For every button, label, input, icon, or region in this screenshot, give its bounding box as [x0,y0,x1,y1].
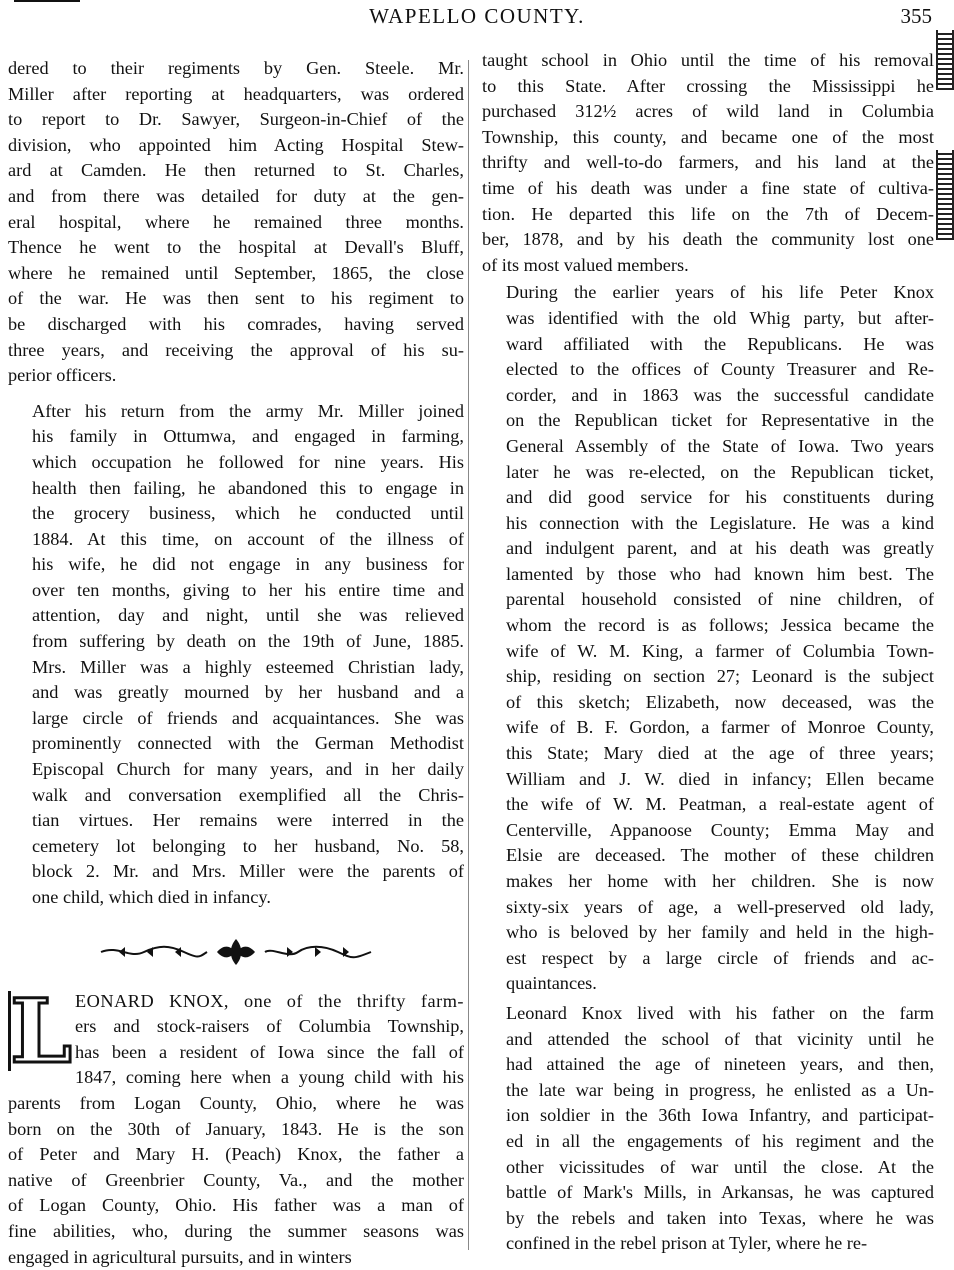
text-line: be discharged with his comrades, having served [8,313,464,334]
text-line: by the rebels and taken into Texas, where he was [506,1207,934,1228]
text-line: Township, this county, and became one of the most [482,126,934,147]
text-line: quaintances. [506,973,597,994]
text-line: ward affiliated with the Republicans. He was [506,333,934,354]
text-line: makes her home with her children. She is now [506,871,934,891]
text-line: William and J. W. died in infancy; Ellen became [506,768,934,789]
text-line: and attended the school of that vicinity until he [506,1028,934,1049]
text-line: his connection with the Legislature. He was a kind [506,512,934,533]
text-line: ber, 1878, and by his death the community lost one [482,229,934,250]
text-line: where he remained until September, 1865, the close [8,262,464,283]
text-line: 1884. At this time, on account of the illness of [32,528,464,549]
text-line: three years, and receiving the approval of his su- [8,339,464,360]
text-line: ard at Camden. He then returned to St. Charles, [8,160,464,181]
text-line: was identified with the old Whig party, but after- [506,307,934,328]
text-line: ed in all the engagements of his regiment and the [506,1130,934,1151]
text-line: who is beloved by her family and held in the high- [506,922,934,943]
text-line: engaged in agricultural pursuits, and in winters [8,1246,352,1267]
text-line: 1847, coming here when a young child with his [75,1067,464,1088]
page-number: 355 [900,4,932,28]
biography-opening [8,978,464,1270]
section-ornament [8,915,464,989]
text-line: the grocery business, which he conducted until [32,503,464,524]
text-line: born on the 30th of January, 1843. He is the son [8,1118,464,1139]
paragraph [482,1001,934,1257]
text-line: fine abilities, who, during the summer seasons was [8,1220,464,1241]
ornament-center-leaf [215,937,257,967]
text-line: to this State. After crossing the Mississippi he [482,75,934,96]
text-line: time of his death was under a fine state of cultiva- [482,177,934,198]
text-line: battle of Mark's Mills, in Arkansas, he was captured [506,1182,934,1203]
text-line: EONARD KNOX, one of the thrifty farm- [75,990,464,1011]
text-line: perior officers. [8,365,117,386]
text-line: and indulgent parent, and at his death was greatly [506,538,934,559]
text-line: ship, residing on section 27; Leonard is the subject [506,666,934,687]
text-line: purchased 312½ acres of wild land in Columbia [482,101,934,122]
text-line: other vicissitudes of war until the close. At the [506,1156,934,1177]
text-line: his family in Ottumwa, and engaged in farming, [32,426,464,447]
text-line: health then failing, he abandoned this to engage in [32,477,464,498]
left-column [8,56,464,1270]
text-line: Centerville, Appanoose County; Emma May and [506,819,934,840]
text-line: tion. He departed this life on the 7th of Decem- [482,203,934,224]
text-line: Elsie are deceased. The mother of these children [506,845,934,866]
header-rule [14,0,80,2]
edge-ornament-middle [936,150,954,240]
text-line: confined in the rebel prison at Tyler, where he re- [506,1233,868,1254]
text-line: prominently connected with the German Methodist [32,733,464,754]
dropcap-letter: L [8,991,71,1071]
text-line: thrifty and well-to-do farmers, and his land at the [482,152,934,173]
paragraph [8,56,464,389]
text-line: and did good service for his constituents during [506,487,934,508]
text-line: and from there was detailed for duty at the gen- [8,185,464,206]
text-line: division, who appointed him Acting Hospital Stew- [8,134,464,155]
text-line: large circle of friends and acquaintances. She was [32,707,464,728]
text-line: eral hospital, where he remained three months. [8,211,464,232]
text-line: Episcopal Church for many years, and in her daily [32,759,464,780]
text-line: tian virtues. Her remains were interred in the [32,810,464,831]
text-line: and was greatly mourned by her husband and a [32,682,464,703]
text-line: the late war being in progress, he enlisted as a Un- [506,1079,934,1100]
running-title: WAPELLO COUNTY. [369,4,585,28]
text-line: parents from Logan County, Ohio, where he was [8,1092,464,1113]
text-line: Mrs. Miller was a highly esteemed Christian lady, [32,656,464,677]
text-line: General Assembly of the State of Iowa. Two years [506,435,934,456]
right-column [482,48,934,1257]
text-line: of this sketch; Elizabeth, now deceased, was the [506,691,934,712]
text-line: est respect by a large circle of friends and ac- [506,947,934,968]
text-line: ers and stock-raisers of Columbia Township, [75,1016,464,1037]
text-line: on the Republican ticket for Representative in the [506,410,934,431]
text-line: which occupation he followed for nine years. His [32,451,464,472]
text-line: taught school in Ohio until the time of his removal [482,50,934,70]
text-line: Leonard Knox lived with his father on the farm [506,1002,934,1023]
text-line: dered to their regiments by Gen. Steele. Mr. [8,58,464,78]
text-line: of Peter and Mary H. (Peach) Knox, the father a [8,1144,464,1165]
paragraph [8,989,464,1270]
text-line: parental household consisted of nine children, of [506,589,934,610]
ornament-left-flourish [99,943,209,961]
text-line: After his return from the army Mr. Miller joined [32,400,464,421]
text-line: this State; Mary died at the age of three years; [506,743,934,764]
text-line: from suffering by death on the 19th of June, 1885. [32,631,464,652]
text-line: of the war. He was then sent to his regiment to [8,288,464,309]
text-line: lamented by those who had known him best. The [506,563,934,584]
column-divider [468,60,469,1250]
edge-ornament-top [936,30,954,90]
text-line: Miller after reporting at headquarters, was ordered [8,83,464,104]
page-header [0,0,954,40]
text-line: wife of B. F. Gordon, a farmer of Monroe County, [506,717,934,738]
text-line: block 2. Mr. and Mrs. Miller were the parents of [32,861,464,882]
paragraph [482,280,934,997]
text-line: over ten months, giving to her his entire time and [32,579,464,600]
text-line: ion soldier in the 36th Iowa Infantry, and participat- [506,1105,934,1126]
paragraph [8,399,464,911]
text-line: of Logan County, Ohio. His father was a man of [8,1195,464,1216]
paragraph [482,48,934,278]
text-line: During the earlier years of his life Peter Knox [506,282,934,303]
text-line: had attained the age of nineteen years, and then, [506,1054,934,1075]
text-line: corder, and in 1863 was the successful candidate [506,384,934,405]
text-line: wife of W. M. King, a farmer of Columbia Town- [506,640,934,661]
text-line: native of Greenbrier County, Va., and the mother [8,1169,464,1190]
text-line: cemetery lot belonging to her husband, No. 58, [32,835,464,856]
text-line: the wife of W. M. Peatman, a real-estate agent of [506,794,934,815]
text-line: one child, which died in infancy. [32,887,271,907]
text-line: his wife, he did not engage in any business for [32,554,464,575]
text-line: whom the record is as follows; Jessica became the [506,615,934,636]
text-line: attention, day and night, until she was relieved [32,605,464,626]
text-line: walk and conversation exemplified all the Chris- [32,784,464,805]
text-line: Thence he went to the hospital at Devall's Bluff, [8,237,464,258]
text-line: has been a resident of Iowa since the fall of [75,1041,464,1062]
text-line: sixty-six years of age, a well-preserved old lady, [506,896,934,917]
text-line: later he was re-elected, on the Republican ticket, [506,461,934,482]
ornament-right-flourish [263,943,373,961]
text-line: elected to the offices of County Treasurer and Re- [506,359,934,380]
text-line: of its most valued members. [482,254,689,275]
text-line: to report to Dr. Sawyer, Surgeon-in-Chief of the [8,109,464,130]
